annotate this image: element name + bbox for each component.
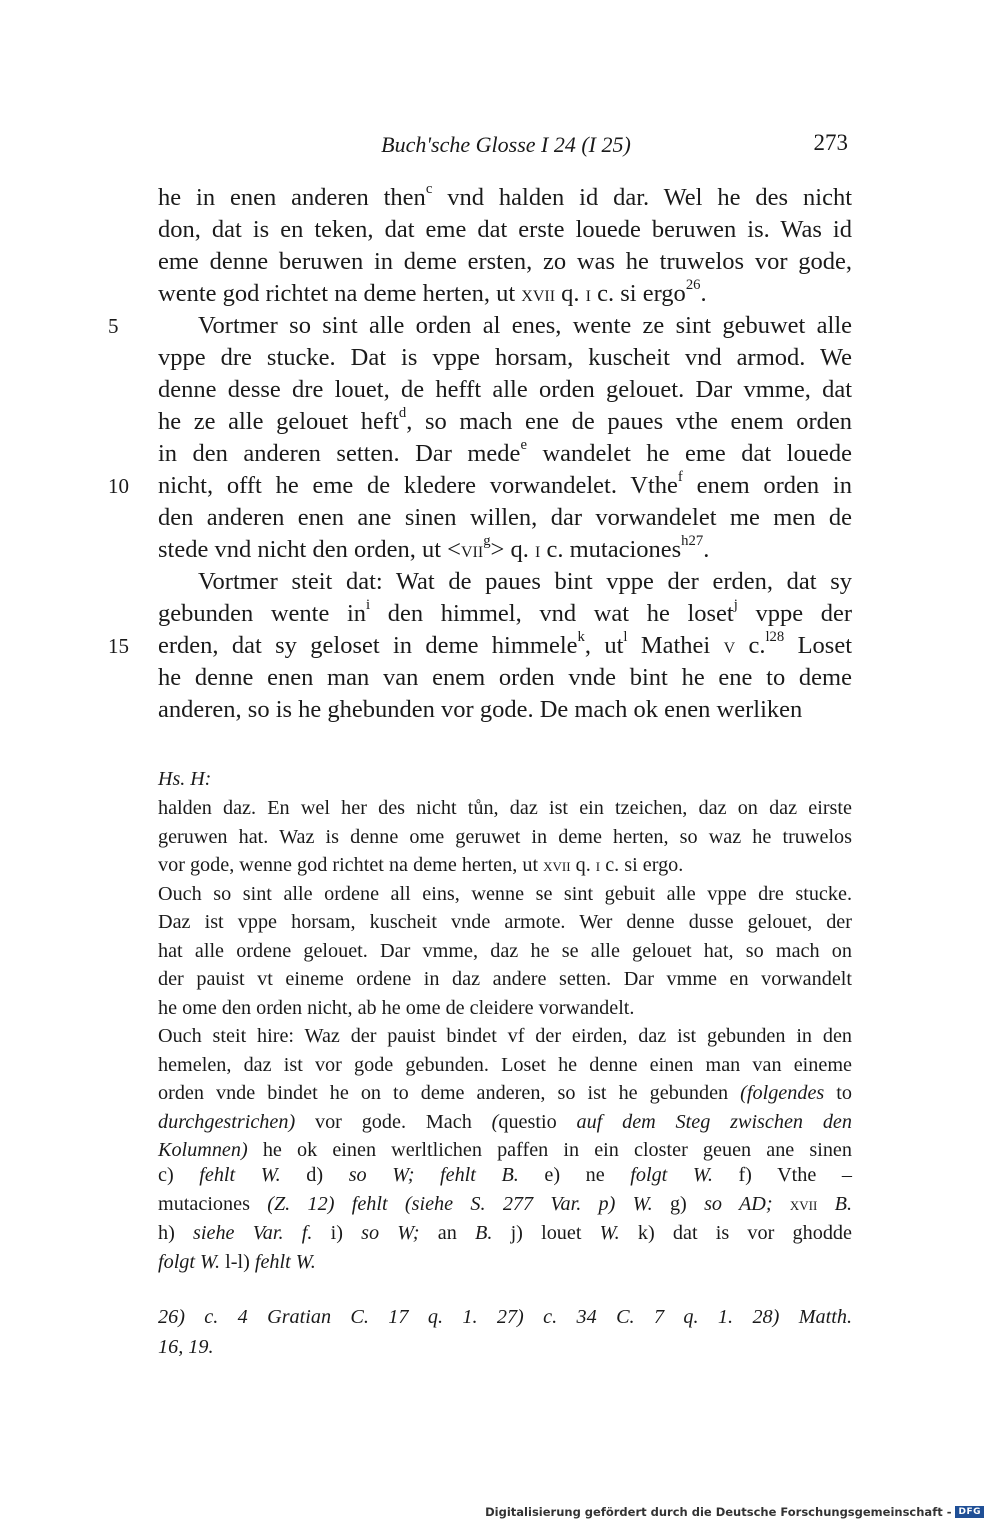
- text-line: don, dat is en teken, dat eme dat erste louede beruwen is. Was id: [158, 216, 852, 243]
- text-line: Vortmer steit dat: Wat de paues bint vppe der erden, dat sy: [198, 568, 852, 595]
- variant-line: mutaciones (Z. 12) fehlt (siehe S. 277 Var. p) W. g) so AD; xvii B.: [158, 1193, 852, 1215]
- manuscript-h-section: [158, 764, 852, 1165]
- line-number: 5: [108, 314, 119, 338]
- text-line: he in enen anderen then$^c$ vnd halden id dar. Wel he des nicht: [158, 180, 852, 211]
- source-notes: [158, 1302, 852, 1362]
- text-line: gebunden wente $in^i$ den himmel, vnd wat he loset$^j$ vppe der: [158, 596, 852, 627]
- note-line: 26) c. 4 Gratian C. 17 q. 1. 27) c. 34 C. 7 q. 1. 28) Matth.: [158, 1306, 852, 1328]
- main-text: [108, 180, 853, 726]
- manuscript-line: he ome den orden nicht, ab he ome de cleidere vorwandelt.: [158, 996, 635, 1019]
- text-line: denne desse dre louet, de hefft alle orden gelouet. Dar vmme, dat: [158, 376, 852, 403]
- text-line: 5 Vortmer so sint alle orden al enes, wente ze sint gebuwet alle: [158, 310, 852, 342]
- manuscript-line: durchgestrichen) vor gode. Mach (questio auf dem Steg zwischen den: [158, 1110, 852, 1133]
- text-line: in den anderen setten. Dar mede$^e$ wandelet he eme dat louede: [158, 436, 852, 467]
- manuscript-line: Ouch steit hire: Waz der pauist bindet vf der eirden, daz ist gebunden in den: [158, 1025, 852, 1047]
- manuscript-line: hemelen, daz ist vor gode gebunden. Loset he denne einen man van eineme: [158, 1053, 852, 1076]
- line-number: 15: [108, 634, 129, 658]
- page-number: 273: [813, 130, 848, 155]
- digitization-footer: [485, 1502, 984, 1522]
- manuscript-label: Hs. H:: [158, 768, 212, 790]
- text-line: wente god richtet na deme herten, ut xvii q. i c. si ergo$^{26}$.: [158, 276, 707, 307]
- variant-line: c) fehlt W. d) so W; fehlt B. e) ne folgt W. f) Vthe –: [158, 1164, 852, 1186]
- text-line: den anderen enen ane sinen willen, dar vorwandelet me men de: [158, 504, 852, 531]
- manuscript-line: vor gode, wenne god richtet na deme herten, ut xvii q. i c. si ergo.: [158, 854, 684, 876]
- manuscript-text: [158, 794, 852, 1165]
- text-line: vppe dre stucke. Dat is vppe horsam, kuscheit vnd armod. We: [158, 344, 852, 371]
- manuscript-line: orden vnde bindet he on to deme anderen, so ist he gebunden (folgendes to: [158, 1082, 852, 1104]
- manuscript-line: hat alle ordene gelouet. Dar vmme, daz he se alle gelouet hat, so mach on: [158, 939, 852, 962]
- running-title: Buch'sche Glosse I 24 (I 25): [381, 132, 631, 157]
- footer-text: Digitalisierung gefördert durch die Deutsche Forschungsgemeinschaft -: [485, 1505, 952, 1519]
- page-header: [160, 128, 852, 162]
- text-line: anderen, so is he ghebunden vor gode. De mach ok enen werliken: [158, 696, 803, 723]
- variant-line: h) siehe Var. f. i) so W; an B. j) louet W. k) dat is vor ghodde: [158, 1222, 852, 1244]
- text-line: eme denne beruwen in deme ersten, zo was he truwelos vor gode,: [158, 248, 852, 275]
- variant-line: folgt W. l-l) fehlt W.: [158, 1251, 316, 1273]
- manuscript-line: halden daz. En wel her des nicht tůn, daz ist ein tzeichen, daz on daz eirste: [158, 797, 852, 819]
- dfg-logo: DFG: [955, 1506, 984, 1518]
- line-number: 10: [108, 474, 129, 498]
- text-line: he ze alle gelouet heft$^d$, so mach ene de paues vthe enem orden: [158, 404, 853, 435]
- variant-apparatus: [158, 1161, 852, 1277]
- manuscript-line: Ouch so sint alle ordene all eins, wenne se sint gebuit alle vppe dre stucke.: [158, 882, 852, 905]
- text-line: 15 erden, dat sy geloset in deme himmele$^k$, $ut^l$ Mathei v c.$^{l28}$ Loset: [158, 630, 852, 662]
- text-line: 10 nicht, offt he eme de kledere vorwandelet. Vthe$^f$ enem orden in: [158, 470, 852, 502]
- text-line: stede vnd nicht den orden, ut <vii$^g$> q. i c. mutaciones$^{h27}$.: [158, 532, 710, 563]
- text-line: he denne enen man van enem orden vnde bint he ene to deme: [158, 664, 852, 691]
- manuscript-line: geruwen hat. Waz is denne ome geruwet in deme herten, so waz he truwelos: [158, 825, 852, 848]
- manuscript-line: der pauist vt eineme ordene in daz andere setten. Dar vmme en vorwandelt: [158, 968, 852, 990]
- manuscript-line: Daz ist vppe horsam, kuscheit vnde armote. Wer denne dusse gelouet, der: [158, 911, 852, 933]
- manuscript-line: Kolumnen) he ok einen werltlichen paffen in ein closter geuen ane sinen: [158, 1139, 852, 1161]
- note-line: 16, 19.: [158, 1336, 214, 1358]
